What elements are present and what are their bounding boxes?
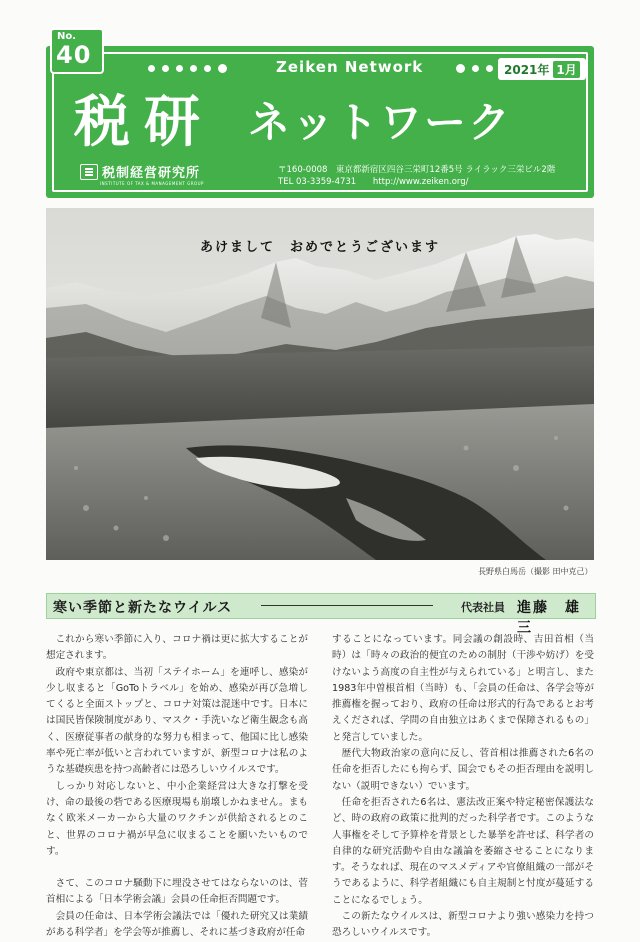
article-title: 寒い季節と新たなウイルス — [53, 600, 233, 616]
issue-label: No. — [57, 31, 77, 42]
issue-month: 1月 — [553, 61, 579, 78]
paragraph: 歴代大物政治家の意向に反し、菅首相は推薦された6名の任命を拒否したにも拘らず、国会でもその拒否理由を説明しない（説明できない）でいます。 — [332, 748, 594, 792]
author-name: 進藤 雄三 — [517, 600, 581, 636]
photo-caption: 長野県白馬岳（撮影 田中克己） — [478, 567, 593, 576]
organization-name: 税制経営研究所 — [102, 166, 201, 181]
paragraph: 会員の任命は、日本学術会議法では「優れた研究又は業績がある科学者」を学会等が推薦し、それに基づき政府が任命 — [46, 910, 308, 939]
paragraph: することになっています。同会議の創設時、吉田首相（当時）は「時々の政治的便宜のための制肘（干渉や妨げ）を受けないよう高度の自主性が与えられている」と明言し、また1983年中曽根首相（当時）も、「会員の任命は、各学会等が推薦権を握っており、政府の任命は形式的行為であるとお考えくだされば、学問の自由独立はあくまで保障されるもの」と発言していました。 — [332, 634, 594, 743]
issue-date — [498, 58, 586, 80]
issue-number-badge — [50, 28, 104, 74]
organization-name-english: INSTITUTE OF TAX & MANAGEMENT GROUP — [100, 181, 204, 186]
organization-logo-icon — [80, 164, 98, 180]
organization — [80, 162, 200, 181]
network-english-title: Zeiken Network — [276, 58, 424, 76]
paragraph: さて、このコロナ騒動下に埋没させてはならないのは、菅首相による「日本学術会議」会員の任命拒否問題です。 — [46, 878, 308, 906]
article-column-left — [46, 632, 308, 941]
article-column-right — [332, 632, 594, 942]
title-kanji: 税研 — [74, 89, 214, 155]
masthead — [46, 46, 594, 198]
paragraph: 政府や東京都は、当初「ステイホーム」を連呼し、感染が少し収まると「GoToトラベル」を始め、感染が再び急増してくると全面ストップと、コロナ対策は混迷中です。日本には国民皆保険制度があり、マスク・手洗いなど衛生観念も高く、医療従事者の献身的な努力も相まって、他国に比し感染率や死亡率が低いと言われていますが、新型コロナは私のような基礎疾患を持つ高齢者には恐ろしいウイルスです。 — [46, 666, 308, 776]
author-role: 代表社員 — [461, 601, 505, 614]
article-header — [46, 593, 596, 636]
article-title-rule — [261, 605, 433, 606]
masthead-dots-left — [148, 62, 227, 74]
paragraph: 任命を拒否された6名は、憲法改正案や特定秘密保護法など、時の政府の政策に批判的だった科学者です。このような人事権をそして予算枠を背景とした暴挙を許せば、科学者の自律的な研究活動や自由な議論を萎縮させることになります。そうなれば、現在のマスメディアや官僚組織の一部がそうであるように、科学者組織にも自主規制と忖度が蔓延することになるでしょう。 — [332, 796, 594, 906]
issue-year: 2021年 — [504, 62, 550, 77]
contact-info — [278, 177, 483, 187]
issue-number: 40 — [56, 41, 92, 69]
paragraph: この新たなウイルスは、新型コロナより強い感染力を持つ恐ろしいウイルスです。 — [332, 911, 594, 939]
telephone: TEL 03-3359-4731 — [278, 177, 357, 187]
paragraph: しっかり対応しないと、中小企業経営は大きな打撃を受け、命の最後の砦である医療現場も崩壊しかねません。まもなく欧米メーカーから大量のワクチンが供給されるとのこと、世界のコロナ禍が早急に収まることを願いたいものです。 — [46, 780, 308, 857]
mountain-photo — [46, 208, 594, 560]
paragraph: これから寒い季節に入り、コロナ禍は更に拡大することが想定されます。 — [46, 634, 308, 662]
website-url[interactable]: http://www.zeiken.org/ — [372, 177, 469, 187]
title-kana: ネットワーク — [248, 98, 513, 147]
new-year-greeting: あけまして おめでとうございます — [200, 240, 441, 255]
address: 〒160-0008 東京都新宿区四谷三栄町12番5号 ライラック三栄ビル2階 — [278, 165, 556, 175]
